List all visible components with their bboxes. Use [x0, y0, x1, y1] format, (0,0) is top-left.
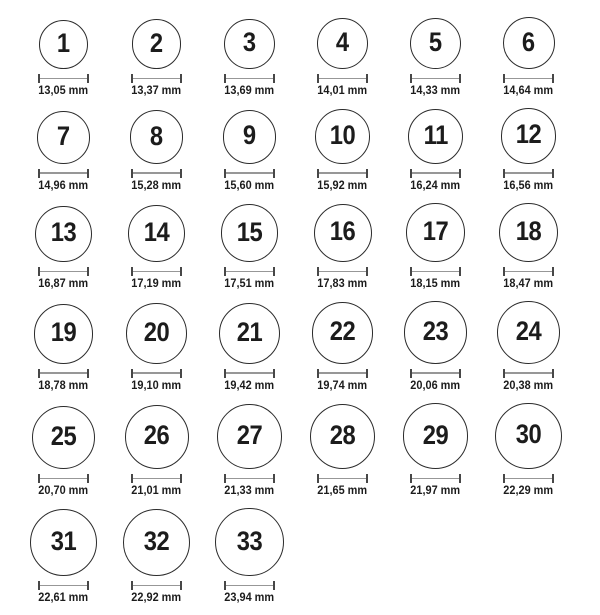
diameter-label: 23,94 mm: [224, 592, 275, 605]
measure-tick-right-icon: [459, 474, 461, 483]
measure-tick-right-icon: [87, 74, 89, 83]
diameter-label: 20,06 mm: [410, 379, 461, 392]
measure-bar: [505, 372, 552, 374]
ring-circle: [317, 18, 368, 69]
diameter-measure-line: [317, 267, 368, 276]
ring-circle: [32, 406, 95, 469]
ring-size-item: [110, 405, 203, 498]
ring-size-number: 22: [329, 316, 356, 347]
ring-size-number: 2: [150, 27, 163, 58]
diameter-label: 20,70 mm: [38, 484, 89, 497]
ring-size-item: [296, 302, 389, 393]
measure-bar: [319, 172, 366, 174]
diameter-label: 21,97 mm: [410, 484, 461, 497]
diameter-label: 22,92 mm: [131, 592, 182, 605]
ring-circle: [410, 18, 461, 69]
ring-size-item: [203, 404, 296, 498]
diameter-label: 18,47 mm: [503, 277, 554, 290]
measure-tick-right-icon: [552, 474, 554, 483]
ring-circle: [215, 508, 283, 576]
measure-bar: [226, 271, 273, 273]
measure-tick-right-icon: [273, 169, 275, 178]
diameter-measure-line: [131, 267, 182, 276]
measure-tick-right-icon: [459, 267, 461, 276]
ring-circle: [35, 206, 91, 262]
measure-bar: [226, 478, 273, 480]
diameter-measure-line: [131, 74, 182, 83]
measure-tick-right-icon: [87, 369, 89, 378]
ring-size-item: [110, 205, 203, 291]
ring-size-number: 11: [423, 119, 448, 150]
ring-size-item: [389, 203, 482, 291]
ring-size-number: 19: [50, 317, 77, 348]
diameter-label: 17,83 mm: [317, 277, 368, 290]
chart-row: [17, 17, 600, 98]
diameter-measure-line: [224, 74, 275, 83]
ring-circle: [128, 205, 185, 262]
measure-bar: [412, 172, 459, 174]
measure-tick-right-icon: [459, 169, 461, 178]
ring-circle: [497, 301, 560, 364]
diameter-measure-line: [503, 369, 554, 378]
measure-bar: [226, 585, 273, 587]
ring-size-item: [17, 304, 110, 393]
measure-bar: [319, 78, 366, 80]
measure-bar: [133, 78, 180, 80]
ring-circle: [126, 303, 186, 363]
ring-circle: [501, 108, 557, 164]
diameter-label: 20,38 mm: [503, 379, 554, 392]
measure-tick-right-icon: [273, 474, 275, 483]
measure-bar: [319, 372, 366, 374]
ring-size-number: 23: [422, 315, 449, 346]
ring-circle: [408, 109, 463, 164]
ring-circle: [224, 19, 274, 69]
measure-tick-right-icon: [366, 369, 368, 378]
diameter-label: 14,33 mm: [410, 85, 461, 97]
ring-size-number: 6: [522, 26, 535, 57]
ring-size-item: [17, 206, 110, 291]
ring-size-item: [203, 508, 296, 605]
ring-circle: [37, 111, 90, 164]
ring-size-item: [203, 303, 296, 393]
ring-size-number: 14: [143, 216, 170, 247]
ring-size-item: [482, 17, 575, 98]
measure-bar: [319, 478, 366, 480]
measure-bar: [505, 271, 552, 273]
ring-circle: [219, 303, 280, 364]
ring-size-number: 25: [50, 420, 77, 451]
ring-size-item: [203, 110, 296, 193]
ring-circle: [314, 204, 372, 262]
ring-circle: [221, 204, 278, 261]
measure-bar: [40, 478, 87, 480]
ring-size-item: [296, 109, 389, 192]
measure-tick-right-icon: [552, 369, 554, 378]
ring-circle: [404, 301, 466, 363]
measure-bar: [40, 585, 87, 587]
ring-circle: [132, 19, 182, 69]
ring-size-item: [110, 19, 203, 98]
ring-size-number: 7: [57, 120, 70, 151]
ring-size-number: 33: [236, 525, 263, 556]
measure-tick-right-icon: [552, 267, 554, 276]
ring-size-number: 24: [515, 315, 542, 346]
diameter-label: 21,65 mm: [317, 484, 368, 497]
ring-size-number: 28: [329, 419, 356, 450]
ring-size-item: [110, 110, 203, 192]
ring-circle: [217, 404, 282, 469]
measure-tick-right-icon: [180, 169, 182, 178]
measure-tick-right-icon: [273, 581, 275, 590]
measure-bar: [226, 372, 273, 374]
diameter-measure-line: [410, 474, 461, 483]
ring-circle: [503, 17, 555, 69]
diameter-measure-line: [224, 267, 275, 276]
diameter-label: 14,96 mm: [38, 179, 89, 192]
diameter-measure-line: [224, 369, 275, 378]
diameter-label: 22,61 mm: [38, 592, 89, 605]
diameter-label: 14,01 mm: [317, 85, 368, 97]
measure-bar: [505, 78, 552, 80]
ring-size-number: 3: [243, 27, 256, 58]
diameter-measure-line: [410, 74, 461, 83]
ring-circle: [39, 20, 88, 69]
ring-circle: [406, 203, 465, 262]
diameter-measure-line: [503, 267, 554, 276]
diameter-measure-line: [317, 474, 368, 483]
measure-bar: [40, 172, 87, 174]
measure-bar: [505, 478, 552, 480]
ring-circle: [30, 509, 97, 576]
measure-bar: [412, 271, 459, 273]
chart-row: [17, 301, 600, 393]
diameter-label: 17,51 mm: [224, 277, 275, 290]
diameter-label: 15,60 mm: [224, 179, 275, 192]
diameter-measure-line: [317, 74, 368, 83]
ring-size-item: [17, 20, 110, 98]
measure-tick-right-icon: [87, 581, 89, 590]
measure-tick-right-icon: [180, 267, 182, 276]
measure-tick-right-icon: [180, 474, 182, 483]
diameter-measure-line: [131, 169, 182, 178]
ring-size-item: [296, 204, 389, 291]
measure-tick-right-icon: [552, 74, 554, 83]
ring-size-number: 18: [515, 215, 542, 246]
ring-circle: [499, 203, 558, 262]
ring-size-number: 5: [429, 26, 442, 57]
diameter-label: 17,19 mm: [131, 277, 182, 290]
measure-bar: [133, 271, 180, 273]
diameter-measure-line: [410, 169, 461, 178]
ring-circle: [34, 304, 94, 364]
diameter-measure-line: [38, 267, 89, 276]
ring-size-number: 20: [143, 316, 170, 347]
diameter-measure-line: [224, 581, 275, 590]
diameter-measure-line: [38, 74, 89, 83]
ring-size-number: 15: [236, 216, 263, 247]
ring-size-item: [482, 301, 575, 393]
ring-size-item: [17, 509, 110, 605]
diameter-measure-line: [131, 369, 182, 378]
measure-bar: [40, 271, 87, 273]
diameter-label: 19,42 mm: [224, 379, 275, 392]
measure-bar: [133, 478, 180, 480]
ring-size-number: 27: [236, 420, 263, 451]
measure-tick-right-icon: [459, 369, 461, 378]
ring-circle: [310, 404, 375, 469]
ring-size-item: [17, 111, 110, 193]
diameter-label: 22,29 mm: [503, 484, 554, 497]
ring-size-number: 29: [422, 419, 449, 450]
ring-size-number: 13: [50, 217, 77, 248]
ring-size-item: [482, 403, 575, 498]
diameter-measure-line: [38, 474, 89, 483]
measure-tick-right-icon: [552, 169, 554, 178]
diameter-label: 13,69 mm: [224, 85, 275, 97]
ring-size-number: 26: [143, 420, 170, 451]
diameter-label: 13,37 mm: [131, 85, 182, 97]
ring-size-number: 1: [57, 28, 70, 58]
measure-bar: [40, 78, 87, 80]
diameter-label: 18,78 mm: [38, 379, 89, 392]
ring-circle: [223, 110, 277, 164]
measure-tick-right-icon: [366, 74, 368, 83]
measure-tick-right-icon: [273, 369, 275, 378]
measure-bar: [505, 172, 552, 174]
ring-size-item: [389, 301, 482, 392]
diameter-label: 15,28 mm: [131, 179, 182, 192]
diameter-measure-line: [224, 474, 275, 483]
ring-size-number: 9: [243, 120, 256, 151]
chart-row: [17, 403, 600, 498]
measure-bar: [319, 271, 366, 273]
ring-size-item: [296, 404, 389, 498]
ring-size-number: 17: [422, 215, 449, 246]
ring-size-item: [389, 18, 482, 98]
ring-size-item: [203, 204, 296, 290]
diameter-measure-line: [317, 369, 368, 378]
diameter-measure-line: [410, 267, 461, 276]
ring-size-item: [203, 19, 296, 98]
measure-tick-right-icon: [366, 474, 368, 483]
chart-row: [17, 108, 600, 193]
ring-circle: [495, 403, 561, 469]
diameter-measure-line: [131, 474, 182, 483]
diameter-measure-line: [503, 169, 554, 178]
ring-size-number: 16: [329, 216, 356, 247]
ring-circle: [123, 509, 191, 577]
diameter-label: 19,10 mm: [131, 379, 182, 392]
ring-circle: [403, 403, 469, 469]
diameter-measure-line: [503, 74, 554, 83]
diameter-label: 13,05 mm: [38, 85, 89, 97]
ring-size-number: 32: [143, 525, 170, 556]
measure-tick-right-icon: [180, 581, 182, 590]
ring-size-item: [110, 303, 203, 392]
measure-bar: [412, 78, 459, 80]
ring-size-item: [482, 203, 575, 291]
measure-tick-right-icon: [180, 369, 182, 378]
diameter-label: 15,92 mm: [317, 179, 368, 192]
ring-size-number: 12: [515, 119, 542, 150]
ring-size-item: [389, 109, 482, 193]
diameter-measure-line: [224, 169, 275, 178]
measure-bar: [226, 78, 273, 80]
ring-size-number: 21: [236, 316, 263, 347]
ring-circle: [130, 110, 183, 163]
measure-tick-right-icon: [180, 74, 182, 83]
diameter-measure-line: [503, 474, 554, 483]
ring-size-item: [296, 18, 389, 98]
measure-bar: [133, 585, 180, 587]
diameter-measure-line: [38, 369, 89, 378]
ring-size-item: [110, 509, 203, 606]
measure-bar: [412, 478, 459, 480]
diameter-measure-line: [131, 581, 182, 590]
diameter-label: 14,64 mm: [503, 85, 554, 97]
measure-bar: [133, 172, 180, 174]
measure-tick-right-icon: [366, 267, 368, 276]
ring-size-number: 10: [329, 119, 356, 150]
ring-size-number: 8: [150, 120, 163, 151]
measure-tick-right-icon: [273, 267, 275, 276]
ring-circle: [125, 405, 189, 469]
ring-circle: [312, 302, 374, 364]
measure-tick-right-icon: [87, 474, 89, 483]
ring-size-number: 31: [50, 526, 77, 557]
diameter-label: 18,15 mm: [410, 277, 461, 290]
diameter-measure-line: [317, 169, 368, 178]
ring-size-item: [482, 108, 575, 193]
diameter-label: 21,01 mm: [131, 484, 182, 497]
diameter-label: 16,24 mm: [410, 179, 461, 192]
measure-tick-right-icon: [273, 74, 275, 83]
measure-bar: [133, 372, 180, 374]
diameter-label: 16,87 mm: [38, 277, 89, 290]
ring-size-item: [389, 403, 482, 498]
measure-tick-right-icon: [459, 74, 461, 83]
measure-bar: [40, 372, 87, 374]
ring-size-number: 30: [515, 419, 542, 450]
diameter-measure-line: [38, 581, 89, 590]
diameter-measure-line: [410, 369, 461, 378]
chart-row: [17, 203, 600, 291]
measure-bar: [226, 172, 273, 174]
measure-tick-right-icon: [87, 267, 89, 276]
diameter-label: 19,74 mm: [317, 379, 368, 392]
measure-tick-right-icon: [87, 169, 89, 178]
diameter-label: 21,33 mm: [224, 484, 275, 497]
measure-tick-right-icon: [366, 169, 368, 178]
diameter-measure-line: [38, 169, 89, 178]
measure-bar: [412, 372, 459, 374]
ring-circle: [315, 109, 369, 163]
ring-size-number: 4: [336, 27, 349, 58]
ring-size-item: [17, 406, 110, 498]
chart-row: [17, 508, 600, 605]
diameter-label: 16,56 mm: [503, 179, 554, 192]
